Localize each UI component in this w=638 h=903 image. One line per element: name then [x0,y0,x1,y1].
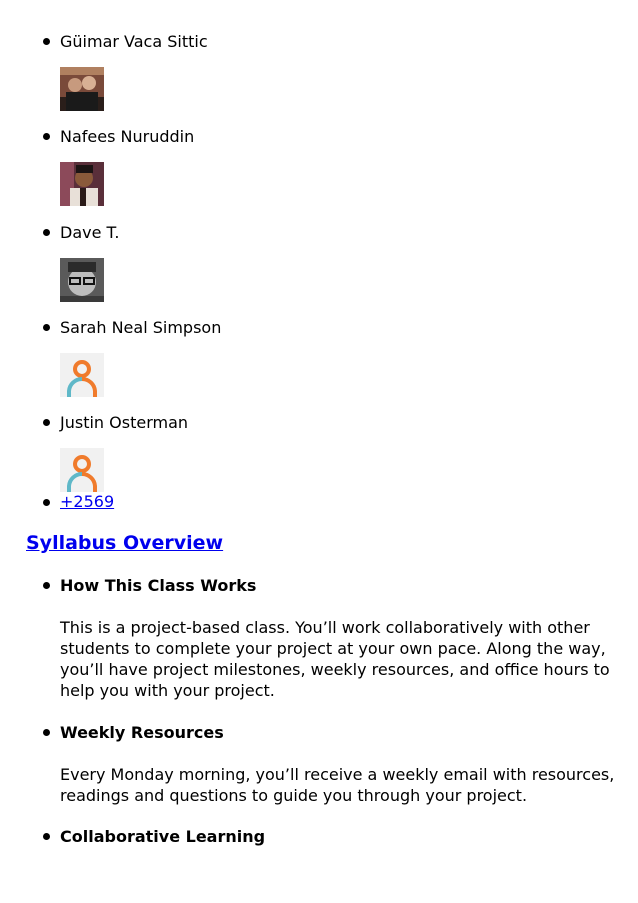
avatar[interactable] [60,162,104,206]
list-bullet [43,229,50,236]
photo-avatar-icon [60,67,104,111]
list-bullet [43,38,50,45]
person-name: Sarah Neal Simpson [60,318,222,337]
syllabus-item-title: Weekly Resources [60,723,224,742]
syllabus-item-body: This is a project-based class. You’ll work collaboratively with other students to complete your project at your own pace. Along the way, you’ll have project milestones, weekly resources, and office hours to help you with your project. [60,618,610,700]
list-bullet [43,833,50,840]
person-name: Nafees Nuruddin [60,127,195,146]
list-bullet [43,133,50,140]
syllabus-item-title: How This Class Works [60,576,257,595]
syllabus-item-title: Collaborative Learning [60,827,266,846]
person-name: Justin Osterman [60,413,189,432]
default-avatar-icon [60,353,104,397]
more-people-link[interactable]: +2569 [60,492,115,511]
default-avatar-icon [60,448,104,492]
person-name: Güimar Vaca Sittic [60,32,208,51]
avatar[interactable] [60,258,104,302]
person-name: Dave T. [60,223,120,242]
photo-avatar-icon [60,162,104,206]
avatar[interactable] [60,448,104,492]
list-bullet [43,324,50,331]
photo-avatar-icon [60,258,104,302]
syllabus-item-body: Every Monday morning, you’ll receive a weekly email with resources, readings and questions to guide you through your project. [60,765,615,805]
list-bullet [43,499,50,506]
syllabus-overview-link[interactable]: Syllabus Overview [26,532,224,554]
avatar[interactable] [60,353,104,397]
list-bullet [43,582,50,589]
list-bullet [43,729,50,736]
avatar[interactable] [60,67,104,111]
list-bullet [43,419,50,426]
